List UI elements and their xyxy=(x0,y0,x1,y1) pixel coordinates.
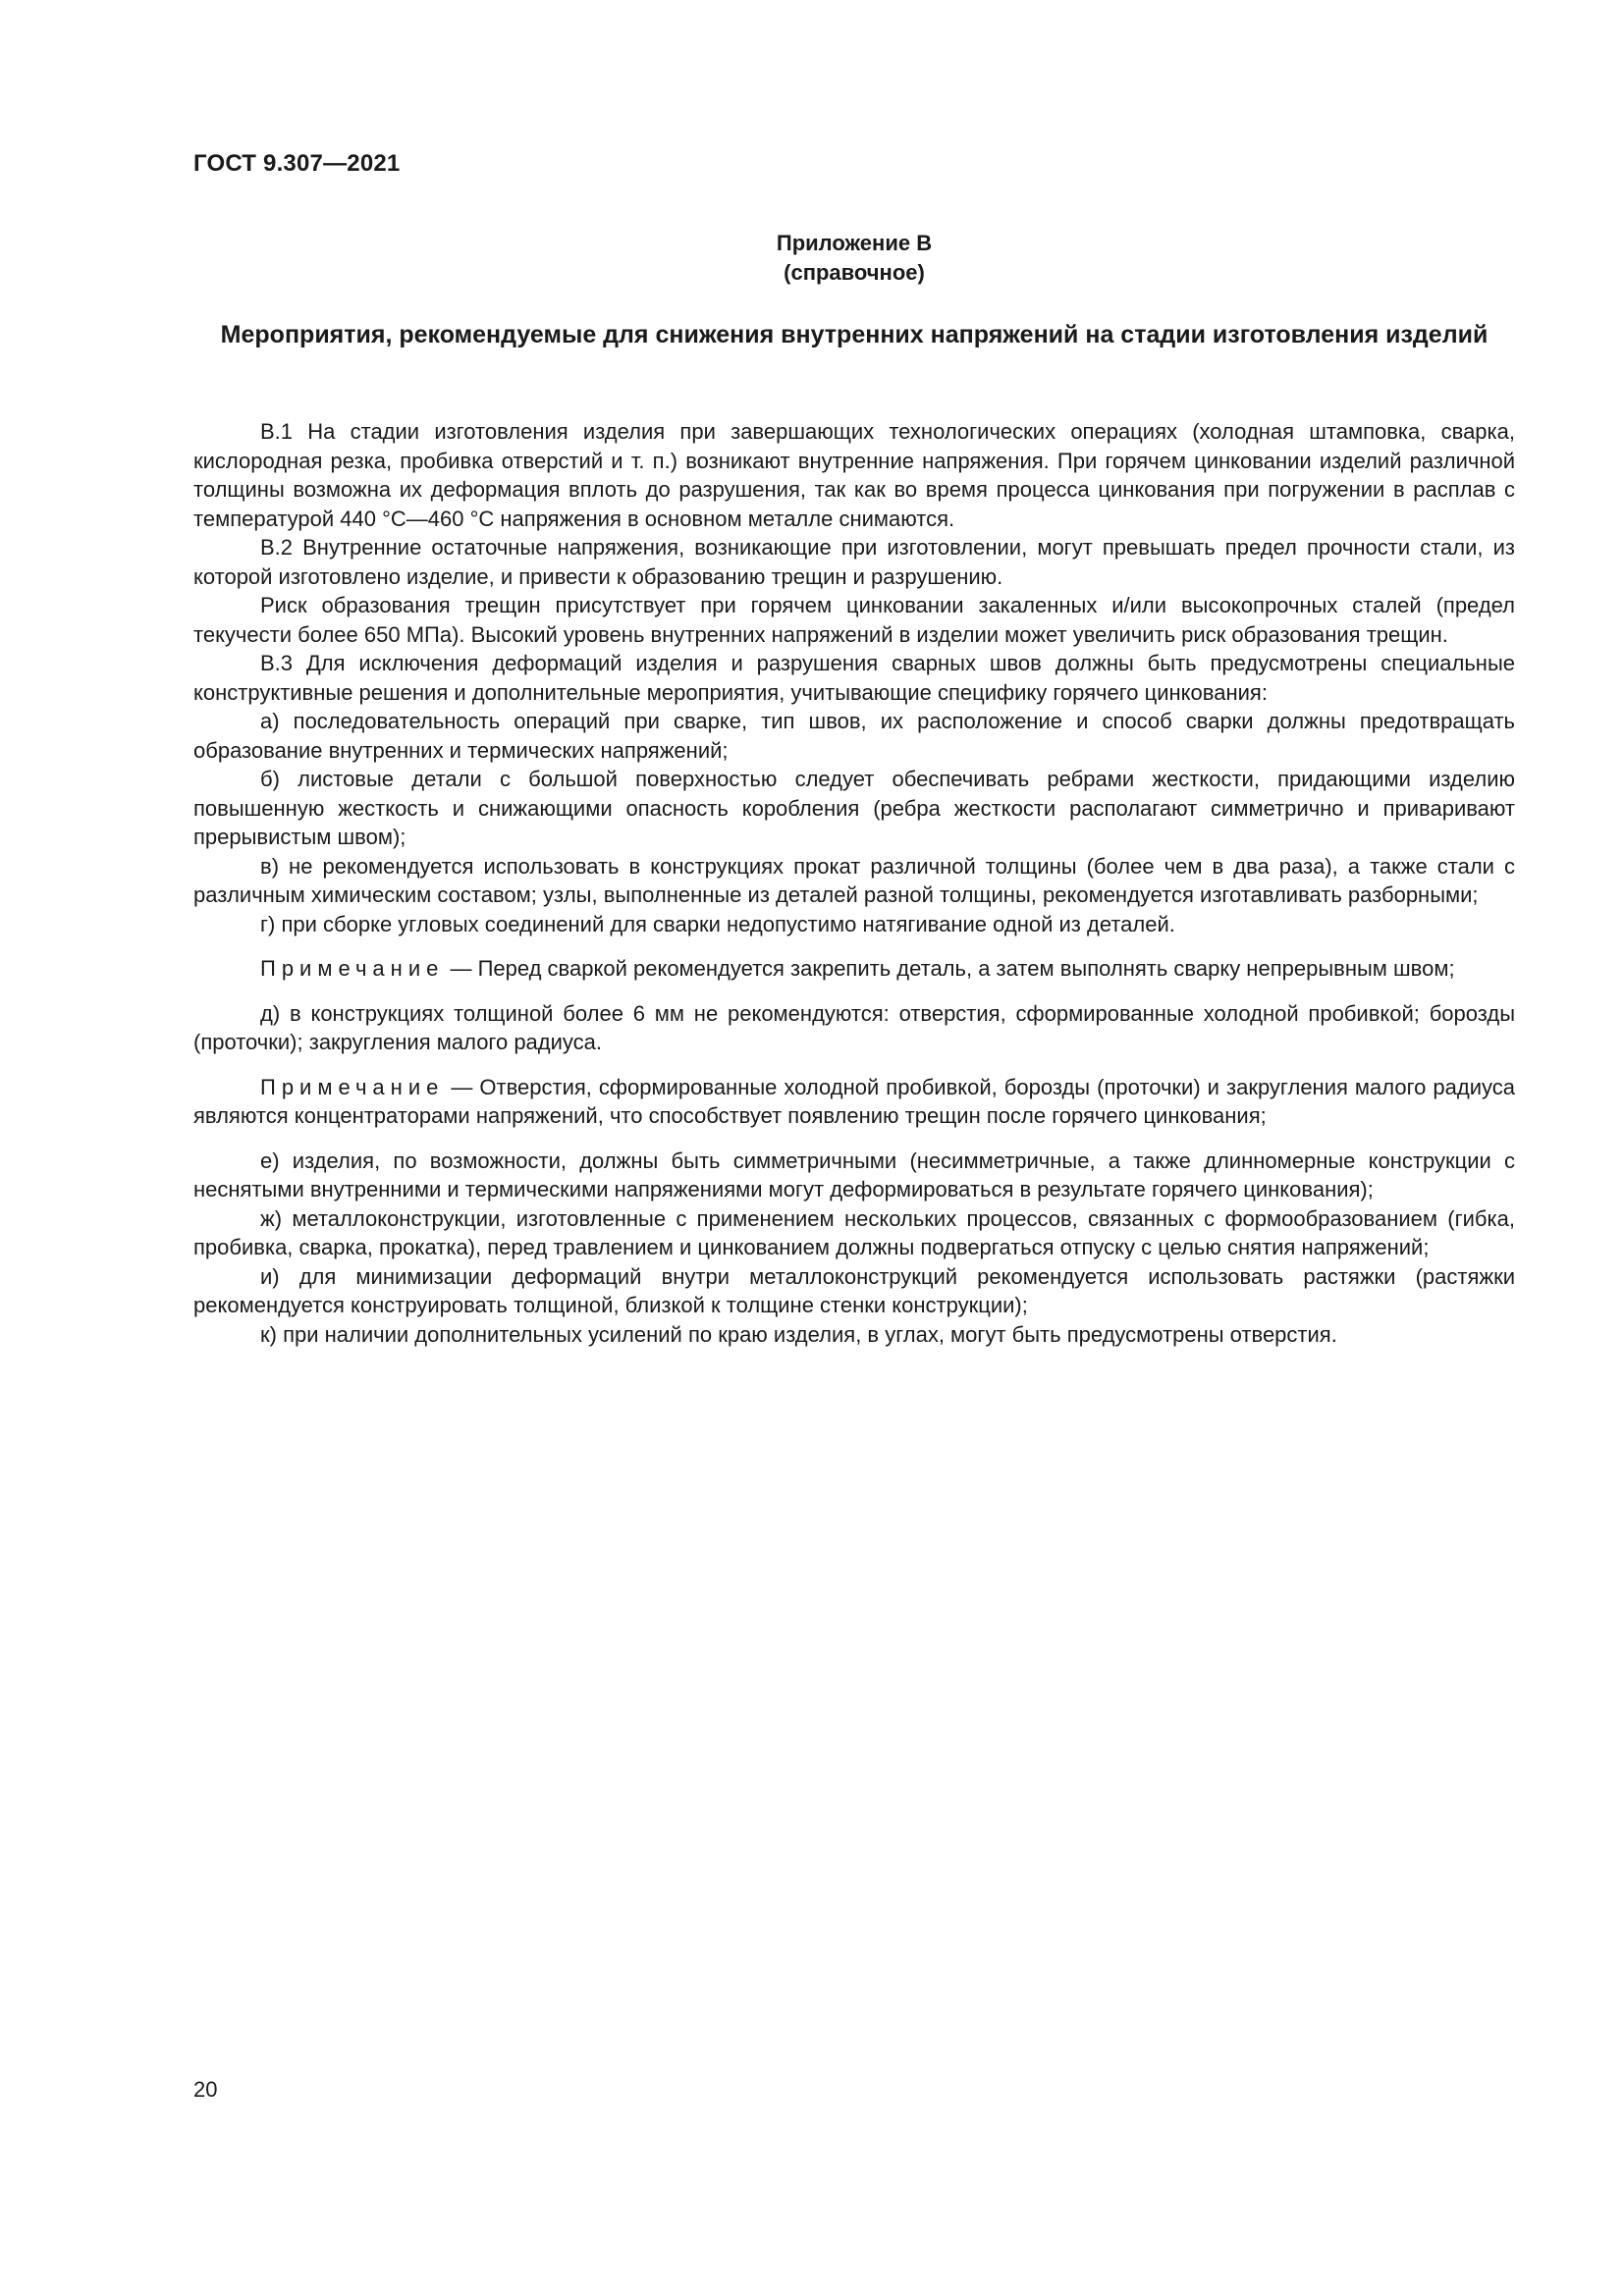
page-number: 20 xyxy=(193,2077,218,2102)
list-item-v: в) не рекомендуется использовать в конструкциях прокат различной толщины (более чем в два раза), а также стали с различным химическим составом; узлы, выполненные из деталей разной толщины, рекомендуется изготавливать разборными; xyxy=(193,853,1515,907)
paragraph-b3: В.3 Для исключения деформаций изделия и разрушения сварных швов должны быть предусмотрены специальные конструктивные решения и дополнительные мероприятия, учитывающие специфику горячего цинкования: xyxy=(193,651,1515,705)
appendix-kind: (справочное) xyxy=(784,260,925,285)
note-1 xyxy=(193,954,1515,984)
document-code: ГОСТ 9.307—2021 xyxy=(193,150,401,177)
note-2 xyxy=(193,1073,1515,1131)
paragraph-b2: В.2 Внутренние остаточные напряжения, возникающие при изготовлении, могут превышать предел прочности стали, из которой изготовлено изделие, и привести к образованию трещин и разрушению. xyxy=(193,535,1515,589)
note-1-text: — Перед сваркой рекомендуется закрепить деталь, а затем выполнять сварку непрерывным швом; xyxy=(444,956,1455,981)
note-1-label: Примечание xyxy=(260,956,445,981)
document-body xyxy=(193,417,1515,1349)
section-title: Мероприятия, рекомендуемые для снижения внутренних напряжений на стадии изготовления изделий xyxy=(220,321,1489,348)
appendix-title: Приложение В xyxy=(776,231,933,255)
paragraph-crack-risk: Риск образования трещин присутствует при горячем цинковании закаленных и/или высокопрочных сталей (предел текучести более 650 МПа). Высокий уровень внутренних напряжений в изделии может увеличить риск образования трещин. xyxy=(193,593,1515,647)
note-2-text: — Отверстия, сформированные холодной пробивкой, борозды (проточки) и закругления малого радиуса являются концентраторами напряжений, что способствует появлению трещин после горячего цинкования; xyxy=(193,1074,1515,1128)
list-item-g: г) при сборке угловых соединений для сварки недопустимо натягивание одной из деталей. xyxy=(260,911,1175,936)
note-2-label: Примечание xyxy=(260,1074,445,1099)
list-item-i: и) для минимизации деформаций внутри металлоконструкций рекомендуется использовать растяжки (растяжки рекомендуется конструировать толщиной, близкой к толщине стенки конструкции); xyxy=(193,1263,1515,1317)
list-item-b: б) листовые детали с большой поверхностью следует обеспечивать ребрами жесткости, придающими изделию повышенную жесткость и снижающими опасность коробления (ребра жесткости располагают симметрично и приваривают прерывистым швом); xyxy=(193,767,1515,849)
list-item-a: а) последовательность операций при сварке, тип швов, их расположение и способ сварки должны предотвращать образование внутренних и термических напряжений; xyxy=(193,709,1515,763)
list-item-k: к) при наличии дополнительных усилений по краю изделия, в углах, могут быть предусмотрены отверстия. xyxy=(260,1321,1337,1347)
list-item-e: е) изделия, по возможности, должны быть симметричными (несимметричные, а также длинномерные конструкции с неснятыми внутренними и термическими напряжениями могут деформироваться в результате горячего цинкования); xyxy=(193,1148,1515,1201)
paragraph-b1: В.1 На стадии изготовления изделия при завершающих технологических операциях (холодная штамповка, сварка, кислородная резка, пробивка отверстий и т. п.) возникают внутренние напряжения. При горячем цинковании изделий различной толщины возможна их деформация вплоть до разрушения, так как во время процесса цинкования при погружении в расплав с температурой 440 °C—460 °C напряжения в основном металле снимаются. xyxy=(193,419,1515,531)
list-item-d: д) в конструкциях толщиной более 6 мм не рекомендуются: отверстия, сформированные холодной пробивкой; борозды (проточки); закругления малого радиуса. xyxy=(193,1000,1515,1054)
list-item-zh: ж) металлоконструкции, изготовленные с применением нескольких процессов, связанных с формообразованием (гибка, пробивка, сварка, прокатка), перед травлением и цинкованием должны подвергаться отпуску с целью снятия напряжений; xyxy=(193,1205,1515,1259)
